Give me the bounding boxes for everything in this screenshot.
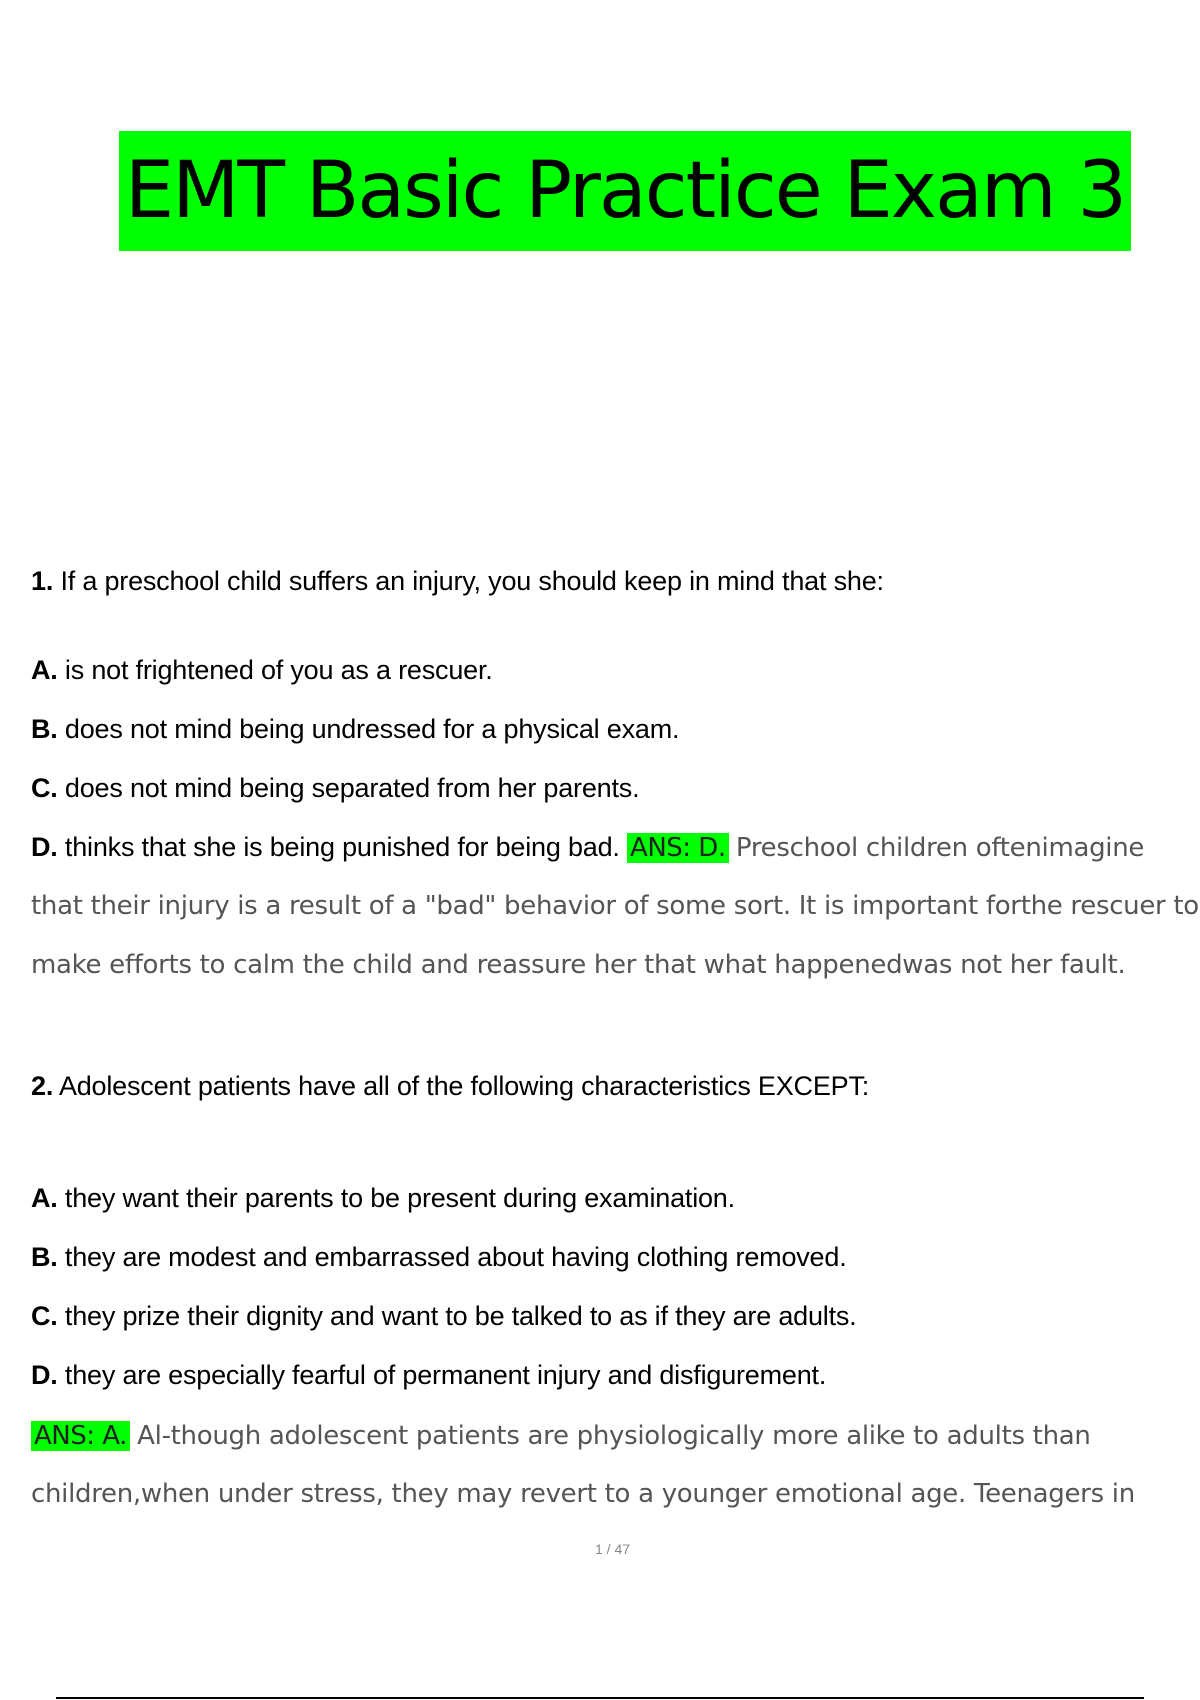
question-text: Adolescent patients have all of the following characteristics EXCEPT: <box>58 1071 870 1101</box>
page-number: 1 / 47 <box>594 1541 631 1557</box>
question-text: If a preschool child suffers an injury, you should keep in mind that she: <box>60 566 884 596</box>
option-text: thinks that she is being punished for being bad. <box>64 832 620 862</box>
option-letter: D. <box>31 832 58 862</box>
question-1 <box>31 566 884 597</box>
option-letter: D. <box>31 1360 58 1390</box>
explanation-text: Preschool children oftenimagine <box>735 833 1145 863</box>
question-1-option-c <box>31 773 639 804</box>
explanation-text: Al-though adolescent patients are physiologically more alike to adults than <box>137 1421 1091 1451</box>
question-2-answer-line <box>31 1420 1091 1451</box>
question-1-option-b <box>31 714 679 745</box>
option-text: they are modest and embarrassed about having clothing removed. <box>64 1242 847 1272</box>
answer-highlight: ANS: A. <box>31 1421 130 1451</box>
question-2-option-b <box>31 1242 847 1273</box>
question-number: 2. <box>31 1071 54 1101</box>
option-letter: C. <box>31 773 58 803</box>
option-letter: B. <box>31 1242 58 1272</box>
question-2-option-d <box>31 1360 826 1391</box>
question-1-explanation-line-2: that their injury is a result of a "bad" behavior of some sort. It is important forthe rescuer to <box>31 891 1199 921</box>
option-text: they are especially fearful of permanent injury and disfigurement. <box>64 1360 827 1390</box>
question-2-option-a <box>31 1183 735 1214</box>
title-banner <box>119 131 1131 251</box>
option-text: does not mind being separated from her parents. <box>64 773 640 803</box>
question-2 <box>31 1071 869 1102</box>
question-1-explanation-line-3: make efforts to calm the child and reassure her that what happenedwas not her fault. <box>31 950 1126 980</box>
option-text: they prize their dignity and want to be talked to as if they are adults. <box>64 1301 857 1331</box>
option-letter: C. <box>31 1301 58 1331</box>
question-2-explanation-line-2: children,when under stress, they may revert to a younger emotional age. Teenagers in <box>31 1479 1135 1509</box>
option-text: does not mind being undressed for a physical exam. <box>64 714 680 744</box>
document-title: EMT Basic Practice Exam 3 <box>124 146 1126 236</box>
question-1-option-d <box>31 832 1144 863</box>
option-text: they want their parents to be present during examination. <box>64 1183 735 1213</box>
option-letter: A. <box>31 655 58 685</box>
option-letter: B. <box>31 714 58 744</box>
answer-highlight: ANS: D. <box>627 833 729 863</box>
option-letter: A. <box>31 1183 58 1213</box>
option-text: is not frightened of you as a rescuer. <box>64 655 493 685</box>
question-number: 1. <box>31 566 54 596</box>
question-1-option-a <box>31 655 493 686</box>
question-2-option-c <box>31 1301 857 1332</box>
page-bottom-divider <box>56 1697 1144 1699</box>
